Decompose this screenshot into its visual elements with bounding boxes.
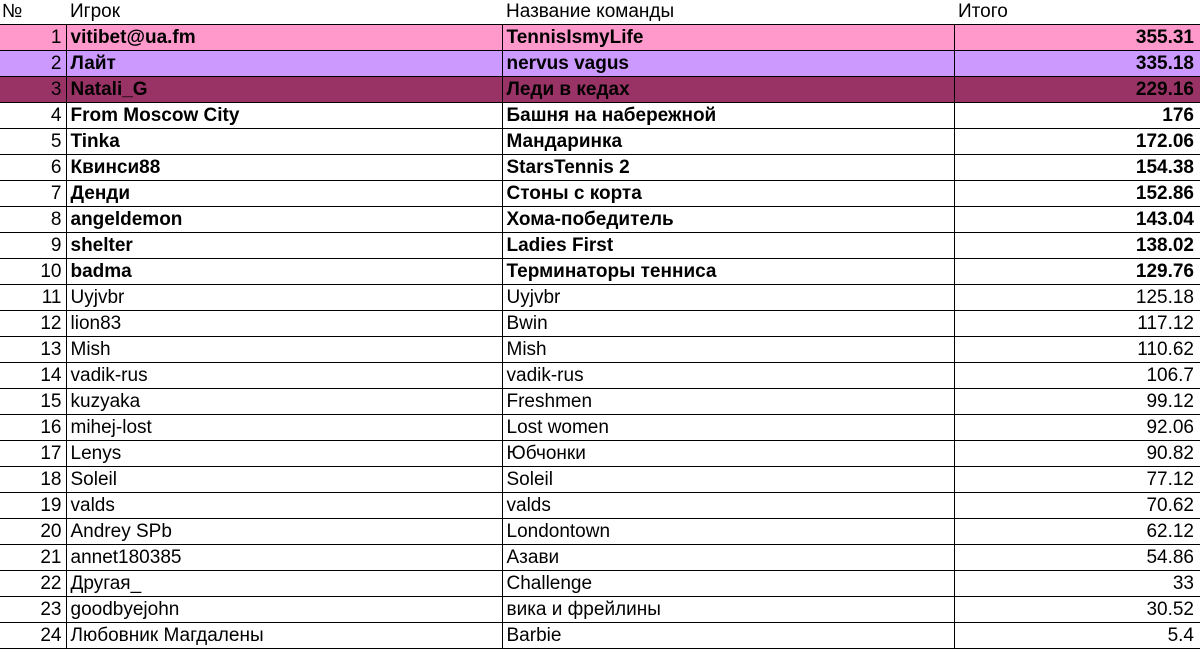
row-num: 23 [0,597,66,623]
table-row [0,285,1200,311]
row-total: 154.38 [954,155,1200,181]
row-team: Barbie [502,623,954,649]
header-player: Игрок [66,0,502,25]
row-player: Любовник Магдалены [66,623,502,649]
row-team: vadik-rus [502,363,954,389]
row-total: 90.82 [954,441,1200,467]
row-total: 33 [954,571,1200,597]
row-num: 16 [0,415,66,441]
row-num: 20 [0,519,66,545]
table-row [0,181,1200,207]
row-total: 110.62 [954,337,1200,363]
row-team: Freshmen [502,389,954,415]
row-num: 2 [0,51,66,77]
row-num: 15 [0,389,66,415]
row-team: Стоны с корта [502,181,954,207]
row-player: badma [66,259,502,285]
row-team: Башня на набережной [502,103,954,129]
row-team: Юбчонки [502,441,954,467]
row-num: 14 [0,363,66,389]
row-player: valds [66,493,502,519]
table-row [0,103,1200,129]
row-num: 24 [0,623,66,649]
row-num: 21 [0,545,66,571]
row-total: 229.16 [954,77,1200,103]
row-team: Londontown [502,519,954,545]
row-player: Другая_ [66,571,502,597]
row-team: Bwin [502,311,954,337]
row-num: 12 [0,311,66,337]
row-num: 11 [0,285,66,311]
row-total: 355.31 [954,25,1200,51]
row-team: Азави [502,545,954,571]
row-player: Tinka [66,129,502,155]
row-num: 17 [0,441,66,467]
table-row [0,207,1200,233]
table-row [0,155,1200,181]
header-team: Название команды [502,0,954,25]
row-total: 54.86 [954,545,1200,571]
row-player: Andrey SPb [66,519,502,545]
table-row [0,545,1200,571]
row-num: 18 [0,467,66,493]
row-team: Mish [502,337,954,363]
table-row [0,337,1200,363]
row-total: 125.18 [954,285,1200,311]
table-row [0,415,1200,441]
row-num: 5 [0,129,66,155]
table-row [0,597,1200,623]
table-body [0,25,1200,649]
table-row [0,77,1200,103]
table-row [0,441,1200,467]
table-row [0,389,1200,415]
row-num: 22 [0,571,66,597]
row-player: angeldemon [66,207,502,233]
row-team: Ladies First [502,233,954,259]
row-player: Soleil [66,467,502,493]
row-total: 117.12 [954,311,1200,337]
row-team: StarsTennis 2 [502,155,954,181]
row-player: shelter [66,233,502,259]
row-total: 70.62 [954,493,1200,519]
row-team: Challenge [502,571,954,597]
table-row [0,311,1200,337]
row-team: Терминаторы тенниса [502,259,954,285]
row-total: 30.52 [954,597,1200,623]
row-team: nervus vagus [502,51,954,77]
row-total: 172.06 [954,129,1200,155]
row-total: 5.4 [954,623,1200,649]
row-total: 143.04 [954,207,1200,233]
row-num: 6 [0,155,66,181]
row-team: Хома-победитель [502,207,954,233]
row-player: Uyjvbr [66,285,502,311]
row-player: Mish [66,337,502,363]
table-row [0,259,1200,285]
row-num: 7 [0,181,66,207]
row-player: lion83 [66,311,502,337]
row-total: 106.7 [954,363,1200,389]
row-player: goodbyejohn [66,597,502,623]
row-player: Natali_G [66,77,502,103]
row-total: 335.18 [954,51,1200,77]
header-row [0,0,1200,25]
row-player: Лайт [66,51,502,77]
table-row [0,363,1200,389]
table-row [0,571,1200,597]
header-total: Итого [954,0,1200,25]
row-player: vadik-rus [66,363,502,389]
row-total: 138.02 [954,233,1200,259]
row-total: 99.12 [954,389,1200,415]
row-team: Мандаринка [502,129,954,155]
row-num: 8 [0,207,66,233]
row-num: 9 [0,233,66,259]
row-team: valds [502,493,954,519]
row-team: вика и фрейлины [502,597,954,623]
row-total: 62.12 [954,519,1200,545]
row-total: 77.12 [954,467,1200,493]
row-num: 10 [0,259,66,285]
row-player: Lenys [66,441,502,467]
row-player: vitibet@ua.fm [66,25,502,51]
row-player: kuzyaka [66,389,502,415]
row-num: 3 [0,77,66,103]
row-total: 129.76 [954,259,1200,285]
row-player: annet180385 [66,545,502,571]
row-num: 4 [0,103,66,129]
row-player: Денди [66,181,502,207]
row-total: 176 [954,103,1200,129]
table-row [0,519,1200,545]
table-row [0,25,1200,51]
row-num: 19 [0,493,66,519]
row-team: TennisIsmyLife [502,25,954,51]
row-team: Lost women [502,415,954,441]
table-row [0,129,1200,155]
row-num: 1 [0,25,66,51]
row-team: Soleil [502,467,954,493]
row-player: mihej-lost [66,415,502,441]
table-row [0,51,1200,77]
table-row [0,233,1200,259]
table-row [0,467,1200,493]
row-total: 92.06 [954,415,1200,441]
row-player: From Moscow City [66,103,502,129]
table-row [0,623,1200,649]
header-num: № [0,0,66,25]
table-row [0,493,1200,519]
row-player: Квинси88 [66,155,502,181]
row-team: Леди в кедах [502,77,954,103]
row-total: 152.86 [954,181,1200,207]
row-team: Uyjvbr [502,285,954,311]
row-num: 13 [0,337,66,363]
table-header [0,0,1200,25]
